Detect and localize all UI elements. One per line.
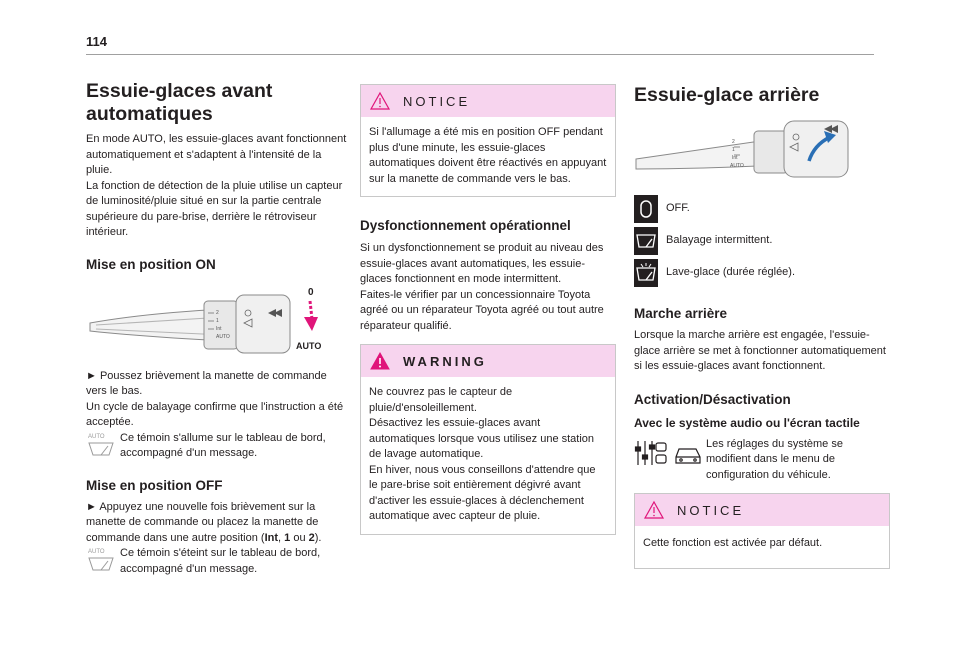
svg-text:2: 2 [732, 139, 735, 145]
warning-header [361, 345, 615, 377]
figure-label-zero: 0 [308, 286, 314, 298]
rear-wiper-title: Essuie-glace arrière [634, 84, 820, 106]
notice-body [361, 117, 615, 196]
warning-label: WARNING [403, 353, 487, 369]
reverse-heading: Marche arrière [634, 306, 728, 321]
intro-text-2: La fonction de détection de la pluie utilise un capteur de luminosité/pluie situé en sur la partie centrale supérieure du pare-brise, derrière le rétroviseur intérieur. [86, 179, 343, 238]
activation-heading: Activation/Désactivation [634, 391, 791, 407]
warning-triangle-icon [369, 351, 391, 371]
svg-text:AUTO: AUTO [730, 163, 744, 169]
off-indicator-text: Ce témoin s'éteint sur le tableau de bord, accompagné d'un message. [120, 547, 321, 575]
notice-box [360, 84, 616, 197]
on-indicator-row [86, 431, 348, 462]
on-step-2: Un cycle de balayage confirme que l'instruction a été acceptée. [86, 400, 344, 428]
svg-text:1: 1 [216, 317, 219, 324]
auto-wiper-indicator-icon [86, 431, 116, 459]
svg-text:Int: Int [732, 155, 738, 161]
svg-text:2: 2 [216, 309, 219, 316]
off-step-one: 1 [284, 531, 291, 544]
warning-text-2: Désactivez les essuie-glaces avant automatiques lorsque vous utilisez une station de lavage automatique. [369, 417, 595, 460]
on-indicator-text: Ce témoin s'allume sur le tableau de bord, accompagné d'un message. [120, 431, 326, 459]
rear-wiper-intermittent-icon [634, 227, 658, 255]
indicator-auto-label: AUTO [88, 433, 105, 440]
off-step-sep2: ou [290, 531, 309, 544]
on-heading: Mise en position ON [86, 256, 216, 272]
car-icon [676, 449, 700, 463]
rear-washer-icon [634, 259, 658, 287]
off-indicator-row [86, 546, 348, 577]
figure-label-auto: AUTO [296, 340, 322, 351]
activation-text: Les réglages du système se modifient dans le menu de configuration du véhicule. [706, 437, 843, 481]
indicator-auto-label: AUTO [88, 549, 105, 555]
intro-text: En mode AUTO, les essuie-glaces avant fonctionnent automatiquement et s'adaptent à l'intensité de la pluie. [86, 133, 347, 176]
settings-sliders-icon [636, 441, 667, 465]
activation-subheading: Avec le système audio ou l'écran tactile [634, 415, 860, 430]
mode-row-intermittent [634, 225, 890, 257]
on-step: ► Poussez brièvement la manette de commande vers le bas. [86, 369, 327, 397]
notice-text-rear: Cette fonction est activée par défaut. [643, 537, 823, 549]
svg-text:AUTO: AUTO [216, 333, 230, 340]
off-step-sep1: , [278, 531, 285, 544]
warning-text-3: En hiver, nous vous conseillons d'attendre que le pare-brise soit entièrement dégivré avant d'activer les essuie-glaces à déclenchement automatique avec capteur de pluie. [369, 463, 596, 522]
header-rule [86, 54, 874, 55]
reverse-text: Lorsque la marche arrière est engagée, l'essuie-glace arrière se met à fonctionner automatiquement si les essuie-glaces avant fonctionnent. [634, 329, 886, 372]
rear-wiper-off-icon [634, 195, 658, 223]
column-notices [360, 84, 616, 535]
notice-triangle-icon [369, 91, 391, 111]
off-step-pre: ► Appuyez une nouvelle fois brièvement sur la manette de commande ou placez la manette de commande dans une autre position ( [86, 500, 319, 544]
off-step-int: Int [264, 531, 279, 544]
settings-and-vehicle-icons [634, 437, 706, 469]
activation-row [634, 437, 890, 484]
stalk-on-figure [86, 283, 348, 363]
auto-wiper-indicator-icon [86, 546, 116, 574]
warning-body [361, 377, 615, 534]
off-heading: Mise en position OFF [86, 477, 223, 493]
notice-header-rear [635, 494, 889, 526]
notice-label-rear: NOTICE [677, 502, 745, 518]
rear-wiper-modes [634, 193, 890, 289]
svg-text:Int: Int [216, 325, 222, 332]
notice-triangle-icon [643, 500, 665, 520]
malfunction-text-2: Faites-le vérifier par un concessionnaire Toyota agréé ou un réparateur Toyota agréé ou tout autre réparateur qualifié. [360, 288, 604, 332]
off-step [86, 500, 348, 547]
notice-label: NOTICE [403, 93, 471, 109]
mode-off-label: OFF. [666, 202, 690, 215]
svg-text:1: 1 [732, 147, 735, 153]
column-front-auto-wipers [86, 80, 348, 577]
mode-washer-label: Lave-glace (durée réglée). [666, 266, 796, 279]
mode-row-off [634, 193, 890, 225]
mode-intermittent-label: Balayage intermittent. [666, 234, 773, 247]
title-line-1: Essuie-glaces avant [86, 80, 273, 102]
mode-row-washer [634, 257, 890, 289]
title-line-2: automatiques [86, 103, 213, 125]
warning-box [360, 344, 616, 535]
malfunction-heading: Dysfonctionnement opérationnel [360, 218, 571, 233]
off-step-post: ). [314, 531, 322, 544]
malfunction-text: Si un dysfonctionnement se produit au niveau des essuie-glaces avant automatiques, les essuie-glaces fonctionnent en mode intermittent. [360, 242, 604, 285]
notice-box-rear [634, 493, 890, 569]
rear-wiper-stalk-figure [634, 117, 854, 183]
warning-text-1: Ne couvrez pas le capteur de pluie/d'ensoleillement. [369, 386, 513, 414]
column-rear-wiper [634, 84, 890, 569]
notice-text: Si l'allumage a été mis en position OFF pendant plus d'une minute, les essuie-glaces automatiques doivent être réactivés en appuyant sur la manette de commande vers le bas. [369, 126, 607, 185]
section-title [86, 80, 348, 126]
page-number: 114 [86, 34, 107, 49]
notice-body-rear [635, 526, 889, 568]
off-step-two: 2 [308, 531, 315, 544]
notice-header [361, 85, 615, 117]
